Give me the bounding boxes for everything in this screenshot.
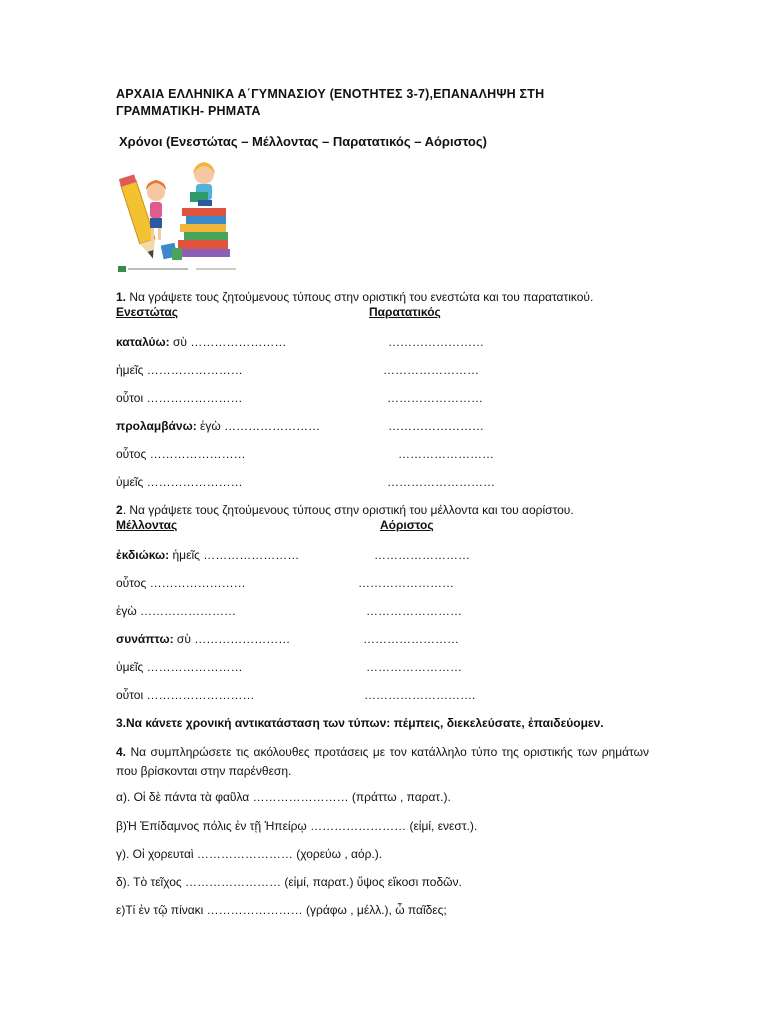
ex2-answer: …………………… [363, 632, 459, 646]
ex2-row: ἐκδιώκω: ἡμεῖς …………………… [116, 548, 300, 562]
subtitle: Χρόνοι (Ενεστώτας – Μέλλοντας – Παρατατικός – Αόριστος) [119, 134, 487, 149]
ex1-answer: …………………… [387, 391, 483, 405]
ex4-item-d: δ). Τὸ τεῖχος …………………… (εἰμί, παρατ.) ὕψος εἴκοσι ποδῶν. [116, 875, 462, 889]
ex2-row: ὑμεῖς …………………… [116, 660, 243, 674]
ex2-answer: ………………………. [364, 688, 476, 702]
ex4-item-e: ε)Τί ἐν τῷ πίνακι …………………… (γράφω , μέλλ.), ὦ παῖδες; [116, 903, 447, 917]
ex1-row: προλαμβάνω: ἐγὼ …………………… [116, 419, 321, 433]
ex2-col-future: Μέλλοντας [116, 518, 178, 532]
exercise-3-instruction: 3.Να κάνετε χρονική αντικατάσταση των τύπων: πέμπεις, διεκελεύσατε, ἐπαιδεύομεν. [116, 716, 604, 730]
ex1-row: οὗτοι …………………… [116, 391, 243, 405]
ex4-item-c: γ). Οἱ χορευταὶ …………………… (χορεύω , αόρ.). [116, 847, 383, 861]
title-line-2: ΓΡΑΜΜΑΤΙΚΗ- ΡΗΜΑΤΑ [116, 104, 261, 118]
ex1-col-imperfect: Παρατατικός [369, 305, 441, 319]
children-books-illustration [116, 152, 242, 276]
exercise-4-instruction: 4. Να συμπληρώσετε τις ακόλουθες προτάσεις με τον κατάλληλο τύπο της οριστικής των ρημάτων που βρίσκονται στην παρένθεση. [116, 745, 649, 778]
exercise-1-instruction: 1. Να γράψετε τους ζητούμενους τύπους στην οριστική του ενεστώτα και του παρατατικού. [116, 290, 594, 304]
title-line-1: ΑΡΧΑΙΑ ΕΛΛΗΝΙΚΑ Α΄ΓΥΜΝΑΣΙΟΥ (ΕΝΟΤΗΤΕΣ 3-7),ΕΠΑΝΑΛΗΨΗ ΣΤΗ [116, 87, 545, 101]
ex2-row: ἐγὼ …………………… [116, 604, 237, 618]
ex1-row: καταλύω: σὺ …………………… [116, 335, 287, 349]
ex1-answer: …………………… [398, 447, 494, 461]
ex1-answer: …………………… [388, 419, 484, 433]
ex2-row: οὗτοι ……………………… [116, 688, 255, 702]
ex1-answer: …………………… [383, 363, 479, 377]
ex2-row: συνάπτω: σὺ …………………… [116, 632, 291, 646]
ex4-item-b: β)Ἡ Ἐπίδαμνος πόλις ἐν τῇ Ἠπείρῳ …………………… (εἰμί, ενεστ.). [116, 819, 478, 833]
ex1-row: οὗτος …………………… [116, 447, 246, 461]
ex4-item-a: α). Οἱ δὲ πάντα τὰ φαῦλα …………………… (πράττω , παρατ.). [116, 790, 451, 804]
ex2-answer: …………………… [358, 576, 454, 590]
ex2-row: οὗτος …………………… [116, 576, 246, 590]
ex1-col-present: Ενεστώτας [116, 305, 179, 319]
exercise-2-instruction: 2. Να γράψετε τους ζητούμενους τύπους στην οριστική του μέλλοντα και του αορίστου. [116, 503, 574, 517]
ex2-col-aorist: Αόριστος [380, 518, 434, 532]
ex2-answer: …………………… [366, 660, 462, 674]
ex1-row: ὑμεῖς …………………… [116, 475, 243, 489]
ex1-answer: ……………………… [387, 475, 495, 489]
ex1-answer: …………………… [388, 335, 484, 349]
ex2-answer: …………………… [374, 548, 470, 562]
ex1-row: ἡμεῖς …………………… [116, 363, 243, 377]
ex2-answer: …………………… [366, 604, 462, 618]
